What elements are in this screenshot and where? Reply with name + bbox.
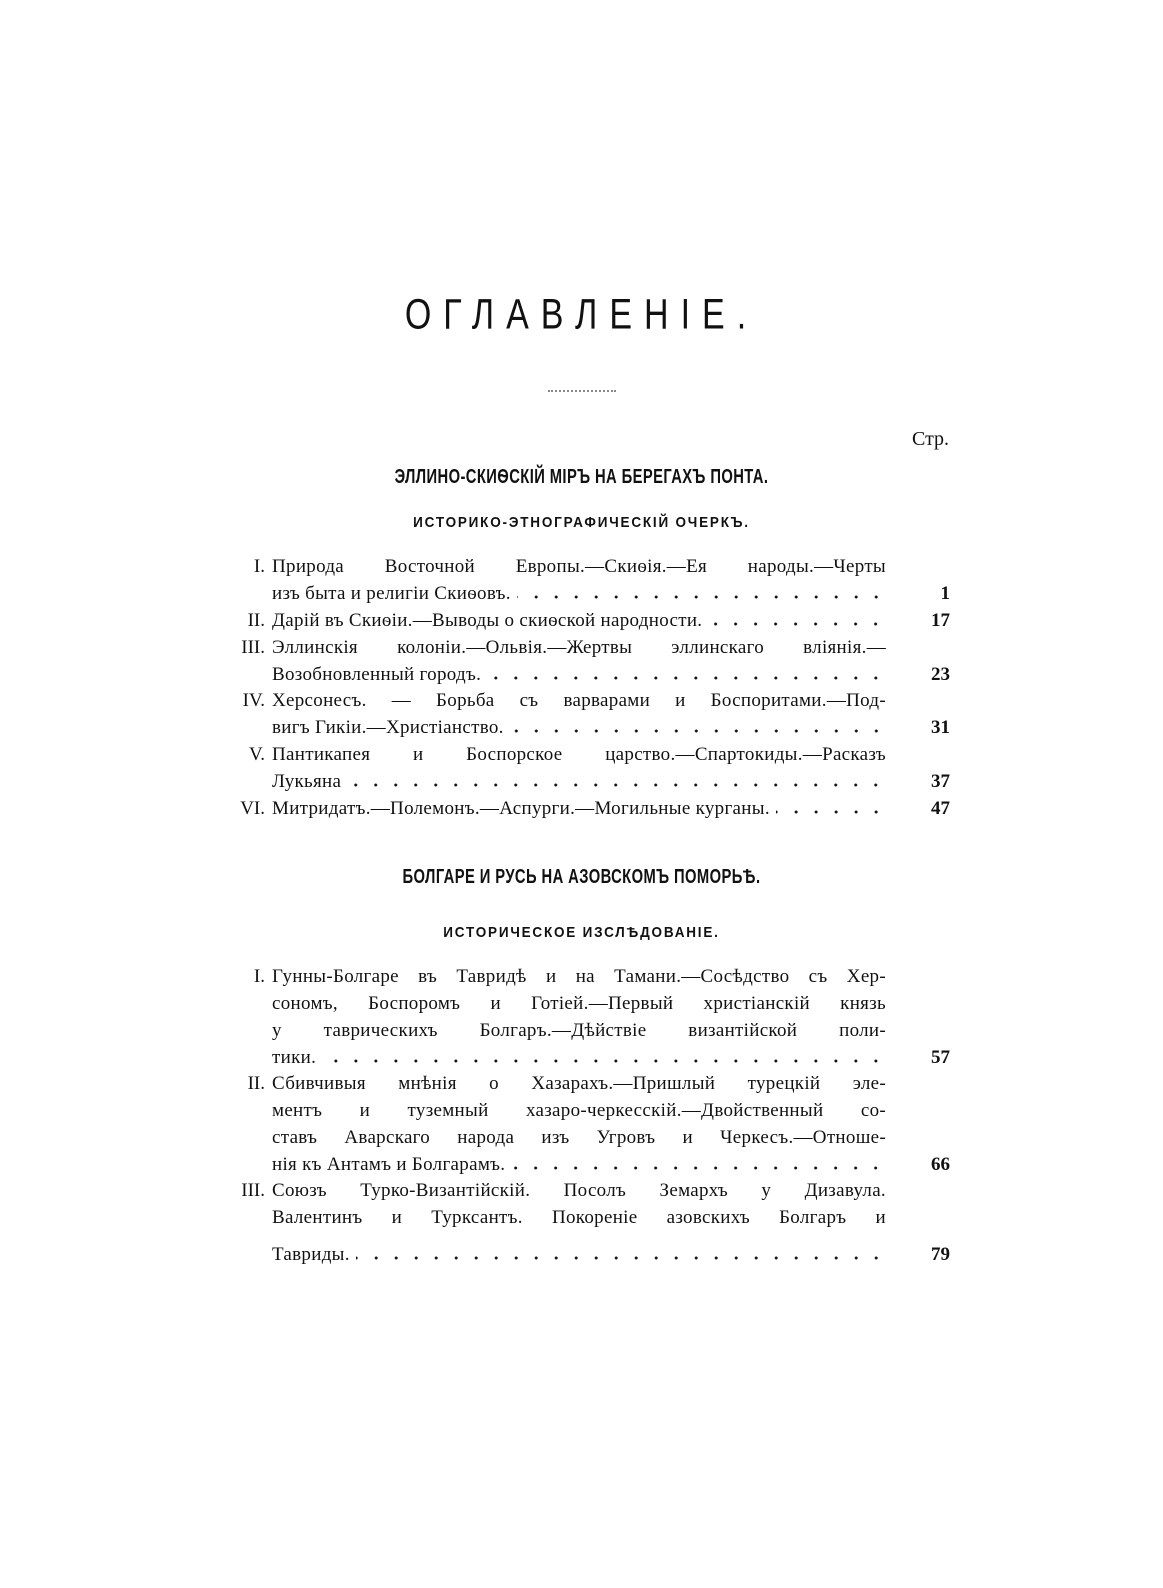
entry-line: Валентинъ и Турксантъ. Покореніе азовскихъ Болгаръ и xyxy=(272,1207,886,1228)
entry-line xyxy=(272,771,886,793)
entry-numeral: III. xyxy=(241,637,265,658)
entry-text: Тавриды. xyxy=(272,1244,350,1265)
entry-page: 79 xyxy=(931,1244,950,1265)
entry-page: 47 xyxy=(931,798,950,819)
entry-line xyxy=(272,610,886,632)
entry-line: Сбивчивыя мнѣнія о Хазарахъ.—Пришлый турецкій эле- xyxy=(272,1073,886,1094)
entry-text: Возобновленный городъ. xyxy=(272,664,482,685)
ornament-divider xyxy=(548,384,616,392)
entry-line xyxy=(272,1244,886,1266)
entry-numeral: II. xyxy=(247,610,265,631)
section-subtitle: ИСТОРИЧЕСКОЕ ИЗСЛѢДОВАНIЕ. xyxy=(443,924,720,941)
entry-page: 1 xyxy=(940,583,950,604)
entry-page: 31 xyxy=(931,717,950,738)
leader-dots xyxy=(347,783,886,787)
leader-dots xyxy=(776,810,886,814)
leader-dots xyxy=(708,622,886,626)
entry-line xyxy=(272,1154,886,1176)
entry-page: 57 xyxy=(931,1047,950,1068)
entry-page: 17 xyxy=(931,610,950,631)
entry-numeral: I. xyxy=(253,556,265,577)
page-column-label: Стр. xyxy=(912,428,950,450)
entry-numeral: V. xyxy=(248,744,265,765)
entry-line: ментъ и туземный хазаро-черкесскій.—Двойственный со- xyxy=(272,1100,886,1121)
entry-text: Лукьяна xyxy=(272,771,342,792)
entry-page: 37 xyxy=(931,771,950,792)
leader-dots xyxy=(511,1166,886,1170)
entry-text: тики. xyxy=(272,1047,317,1068)
entry-line xyxy=(272,717,886,739)
entry-numeral: III. xyxy=(241,1180,265,1201)
leader-dots xyxy=(510,729,886,733)
leader-dots xyxy=(517,595,886,599)
entry-numeral: II. xyxy=(247,1073,265,1094)
entry-line xyxy=(272,798,886,820)
entry-line: Эллинскія колоніи.—Ольвія.—Жертвы эллинскаго вліянія.— xyxy=(272,637,886,658)
entry-line: Союзъ Турко-Византійскій. Посолъ Земархъ у Дизавула. xyxy=(272,1180,886,1201)
entry-numeral: IV. xyxy=(242,690,265,711)
entry-text: Митридатъ.—Полемонъ.—Аспурги.—Могильные курганы. xyxy=(272,798,770,819)
section-subtitle: ИСТОРИКО-ЭТНОГРАФИЧЕСКIЙ ОЧЕРКЪ. xyxy=(413,514,750,531)
entry-line: сономъ, Боспоромъ и Готіей.—Первый христіанскій князь xyxy=(272,993,886,1014)
entry-page: 66 xyxy=(931,1154,950,1175)
entry-line: Херсонесъ. — Борьба съ варварами и Боспоритами.—Под- xyxy=(272,690,886,711)
entry-line: Гунны-Болгаре въ Тавридѣ и на Тамани.—Сосѣдство съ Хер- xyxy=(272,966,886,987)
entry-line: ставъ Аварскаго народа изъ Угровъ и Черкесъ.—Отноше- xyxy=(272,1127,886,1148)
entry-line: Пантикапея и Боспорское царство.—Спартокиды.—Расказъ xyxy=(272,744,886,765)
section-title: БОЛГАРЕ И РУСЬ НА АЗОВСКОМЪ ПОМОРЬѢ. xyxy=(402,864,761,888)
entry-line xyxy=(272,1047,886,1069)
section-title: ЭЛЛИНО-СКИѲСКIЙ МIРЪ НА БЕРЕГАХЪ ПОНТА. xyxy=(394,464,769,488)
entry-numeral: VI. xyxy=(240,798,265,819)
entry-line: у таврическихъ Болгаръ.—Дѣйствіе византійской поли- xyxy=(272,1020,886,1041)
entry-line xyxy=(272,583,886,605)
leader-dots xyxy=(487,676,886,680)
entry-line: Природа Восточной Европы.—Скиѳія.—Ея народы.—Черты xyxy=(272,556,886,577)
page-title: ОГЛАВЛЕНIЕ. xyxy=(404,291,759,339)
entry-page: 23 xyxy=(931,664,950,685)
entry-text: нія къ Антамъ и Болгарамъ. xyxy=(272,1154,506,1175)
entry-text: изъ быта и религіи Скиѳовъ. xyxy=(272,583,511,604)
entry-numeral: I. xyxy=(253,966,265,987)
leader-dots xyxy=(356,1256,886,1260)
entry-text: Дарій въ Скиѳіи.—Выводы о скиѳской народности. xyxy=(272,610,703,631)
entry-line xyxy=(272,664,886,686)
leader-dots xyxy=(322,1059,886,1063)
entry-text: вигъ Гикіи.—Христіанство. xyxy=(272,717,504,738)
